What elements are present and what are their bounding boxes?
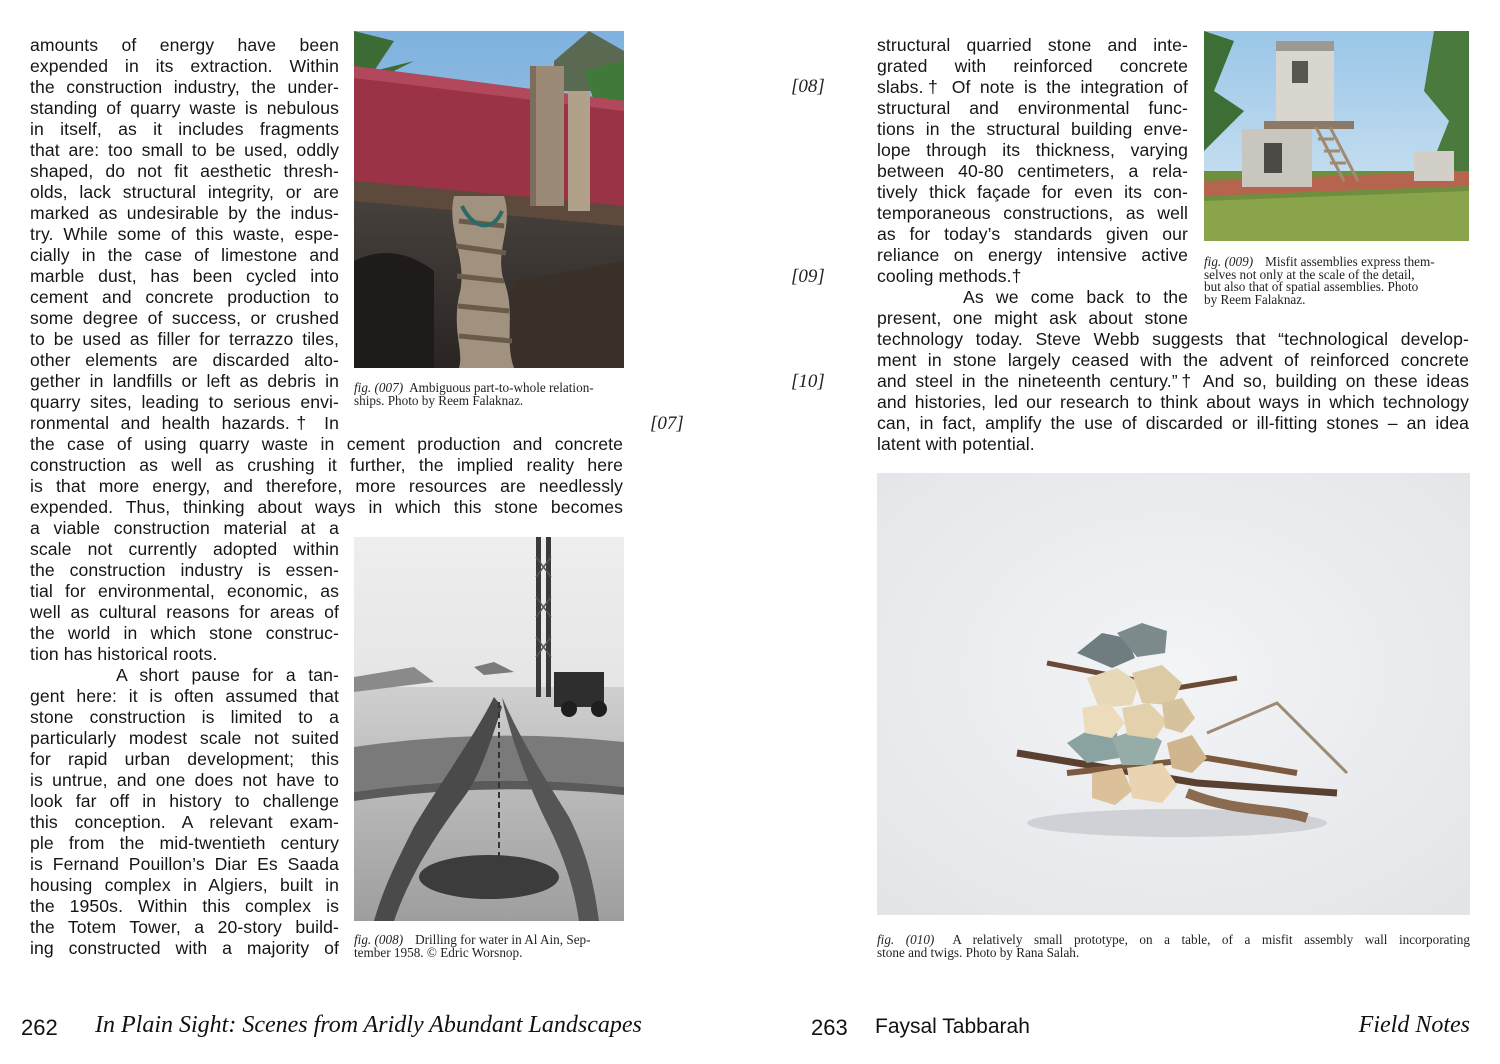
text-line: can, in fact, amplify the use of discarded or ill-fitting stones – an idea <box>877 413 1469 433</box>
fig-010-photo <box>877 473 1470 915</box>
text-line: slabs.† Of note is the integration of <box>877 77 1188 97</box>
text-line: and steel in the nineteenth century.”† And so, building on these ideas <box>877 371 1469 391</box>
fig-008-caption-line: Drilling for water in Al Ain, Sep- <box>415 932 591 947</box>
text-line: well as cultural reasons for areas of <box>30 602 339 622</box>
text-line: that are: too small to be used, oddly <box>30 140 339 160</box>
text-line: expended in its extraction. Within <box>30 56 339 76</box>
text-line: housing complex in Algiers, built in <box>30 875 339 895</box>
fig-010-caption <box>877 934 1470 959</box>
fig-007-caption-line: Ambiguous part-to-whole relation- <box>409 380 594 395</box>
note-marker-08: [08] <box>791 76 825 97</box>
right-column-text-present <box>877 287 1188 329</box>
text-line: ing constructed with a majority of <box>30 938 339 958</box>
text-line: stone construction is limited to a <box>30 707 339 727</box>
fig-009-caption-line: Misfit assemblies express them- <box>1265 254 1435 269</box>
text-line: cement and concrete production to <box>30 287 339 307</box>
text-line: marked as undesirable by the indus- <box>30 203 339 223</box>
note-marker-07: [07] <box>650 413 684 434</box>
fig-009-photo <box>1204 31 1469 241</box>
author-name: Faysal Tabbarah <box>875 1015 1030 1038</box>
text-line: the Totem Tower, a 20-story build- <box>30 917 339 937</box>
text-line: ment in stone largely ceased with the advent of reinforced concrete <box>877 350 1469 370</box>
text-line: technology today. Steve Webb suggests that “technological develop- <box>877 329 1469 349</box>
text-line: ronmental and health hazards.† In <box>30 413 339 433</box>
fig-009-caption <box>1204 256 1470 306</box>
text-line: grated with reinforced concrete <box>877 56 1188 76</box>
note-marker-10: [10] <box>791 371 825 392</box>
fig-008-caption <box>354 934 624 959</box>
text-line: the world in which stone construc- <box>30 623 339 643</box>
text-line: the case of using quarry waste in cement production and concrete <box>30 434 623 454</box>
fig-009-caption-line: by Reem Falaknaz. <box>1204 291 1306 307</box>
fig-007-label: fig. (007) <box>354 380 404 395</box>
text-line: particularly modest scale not suited <box>30 728 339 748</box>
fig-010-caption-line: A relatively small prototype, on a table, of a misfit assembly wall incorporating <box>952 932 1470 947</box>
text-line: amounts of energy have been <box>30 35 339 55</box>
text-line: to be used as filler for terrazzo tiles, <box>30 329 339 349</box>
text-line: the construction industry, the under- <box>30 77 339 97</box>
text-line: tions in the structural building enve- <box>877 119 1188 139</box>
text-line: and histories, led our research to think about ways in which technology <box>877 392 1469 412</box>
text-line: cially in the case of limestone and <box>30 245 339 265</box>
text-line: gent here: it is often assumed that <box>30 686 339 706</box>
text-line: a viable construction material at a <box>30 518 339 538</box>
text-line: latent with potential. <box>877 434 1035 454</box>
fig-007-caption <box>354 382 624 407</box>
text-line: is Fernand Pouillon’s Diar Es Saada <box>30 854 339 874</box>
text-line: olds, lack structural integrity, or are <box>30 182 339 202</box>
text-line: try. While some of this waste, espe- <box>30 224 339 244</box>
text-line: temporaneous constructions, as well <box>877 203 1188 223</box>
text-line: present, one might ask about stone <box>877 308 1188 328</box>
text-line: look far off in history to challenge <box>30 791 339 811</box>
text-line: ple from the mid-twentieth century <box>30 833 339 853</box>
fig-008-photo <box>354 537 624 921</box>
text-line: the construction industry is essen- <box>30 560 339 580</box>
left-column-text-lower <box>30 518 339 665</box>
text-line: gether in landfills or left as debris in <box>30 371 339 391</box>
left-wide-text <box>30 434 623 518</box>
fig-009-label: fig. (009) <box>1204 254 1254 269</box>
text-line: tial for environmental, economic, as <box>30 581 339 601</box>
text-line: as for today’s standards given our <box>877 224 1188 244</box>
text-line: is untrue, and one does not have to <box>30 770 339 790</box>
text-line: cooling methods.† <box>877 266 1022 286</box>
text-line: reliance on energy intensive active <box>877 245 1188 265</box>
running-title: In Plain Sight: Scenes from Aridly Abundant Landscapes <box>95 1012 642 1038</box>
note-marker-09: [09] <box>791 266 825 287</box>
text-line: structural quarried stone and inte- <box>877 35 1188 55</box>
text-line: structural and environmental func- <box>877 98 1188 118</box>
text-line: between 40-80 centimeters, a rela- <box>877 161 1188 181</box>
text-line: scale not currently adopted within <box>30 539 339 559</box>
text-line: tion has historical roots. <box>30 644 218 664</box>
text-line: expended. Thus, thinking about ways in which this stone becomes <box>30 497 623 517</box>
right-wide-text <box>877 329 1469 455</box>
text-line: other elements are discarded alto- <box>30 350 339 370</box>
right-page-number: 263 <box>811 1015 848 1040</box>
text-line: shaped, do not fit aesthetic thresh- <box>30 161 339 181</box>
text-line: construction as well as crushing it further, the implied reality here <box>30 455 623 475</box>
text-line: the 1950s. Within this complex is <box>30 896 339 916</box>
text-line: As we come back to the <box>963 287 1188 307</box>
text-line: standing of quarry waste is nebulous <box>30 98 339 118</box>
text-line: marble dust, has been cycled into <box>30 266 339 286</box>
text-line: quarry sites, leading to serious envi- <box>30 392 339 412</box>
text-line: this conception. A relevant exam- <box>30 812 339 832</box>
left-column-text-upper <box>30 35 339 434</box>
fig-010-label: fig. (010) <box>877 932 935 947</box>
fig-007-caption-line: ships. Photo by Reem Falaknaz. <box>354 392 524 408</box>
text-line: is that more energy, and therefore, more resources are needlessly <box>30 476 623 496</box>
text-line: in itself, as it includes fragments <box>30 119 339 139</box>
fig-010-caption-line: stone and twigs. Photo by Rana Salah. <box>877 944 1080 960</box>
fig-009-caption-line: selves not only at the scale of the detail, <box>1204 266 1415 282</box>
fig-008-label: fig. (008) <box>354 932 404 947</box>
fig-008-caption-line: tember 1958. © Edric Worsnop. <box>354 944 523 960</box>
text-line: for rapid urban development; this <box>30 749 339 769</box>
left-page-number: 262 <box>21 1015 58 1040</box>
fig-007-photo <box>354 31 624 368</box>
section-title: Field Notes <box>1358 1012 1470 1038</box>
text-line: lope through its thickness, varying <box>877 140 1188 160</box>
fig-009-caption-line: but also that of spatial assemblies. Photo <box>1204 279 1419 294</box>
text-line: tively thick façade for even its con- <box>877 182 1188 202</box>
text-line: some degree of success, or crushed <box>30 308 339 328</box>
text-line: A short pause for a tan- <box>116 665 339 685</box>
left-column-text-tangent <box>30 665 339 959</box>
right-column-text-upper <box>877 35 1188 287</box>
